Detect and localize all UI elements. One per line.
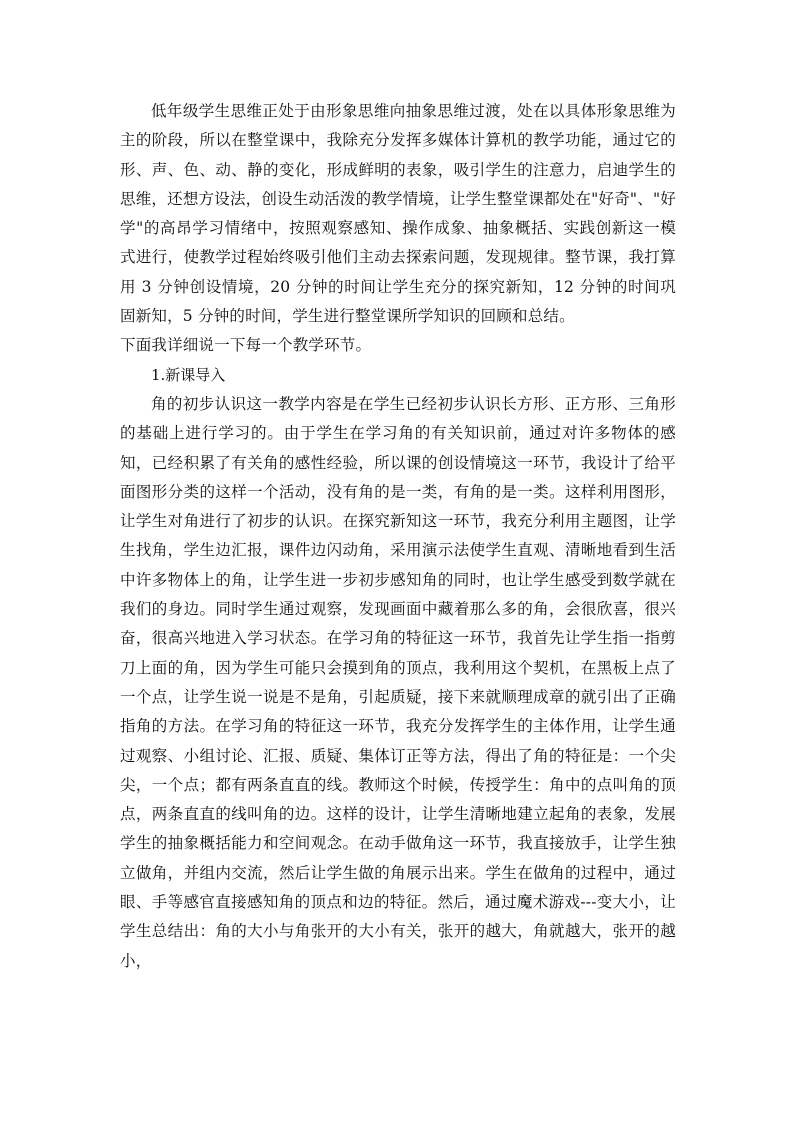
transition-paragraph: 下面我详细说一下每一个教学环节。	[120, 336, 372, 355]
section-body-paragraph: 角的初步认识这一教学内容是在学生已经初步认识长方形、正方形、三角形的基础上进行学习的。由于学生在学习角的有关知识前，通过对许多物体的感知，已经积累了有关角的感性经验，所以课的创设情境这一环节，我设计了给平面图形分类的这样一个活动，没有角的是一类，有角的是一类。这样利用图形，让学生对角进行了初步的认识。在探究新知这一环节，我充分利用主题图，让学生找角，学生边汇报，课件边闪动角，采用演示法使学生直观、清晰地看到生活中许多物体上的角，让学生进一步初步感知角的同时，也让学生感受到数学就在我们的身边。同时学生通过观察，发现画面中藏着那么多的角，会很欣喜，很兴奋，很高兴地进入学习状态。在学习角的特征这一环节，我首先让学生指一指剪刀上面的角，因为学生可能只会摸到角的顶点，我利用这个契机，在黑板上点了一个点，让学生说一说是不是角，引起质疑，接下来就顺理成章的就引出了正确指角的方法。在学习角的特征这一环节，我充分发挥学生的主体作用，让学生通过观察、小组讨论、汇报、质疑、集体订正等方法，得出了角的特征是：一个尖尖，一个点；都有两条直直的线。教师这个时候，传授学生：角中的点叫角的顶点，两条直直的线叫角的边。这样的设计，让学生清晰地建立起角的表象，发展学生的抽象概括能力和空间观念。在动手做角这一环节，我直接放手，让学生独立做角，并组内交流，然后让学生做的角展示出来。学生在做角的过程中，通过眼、手等感官直接感知角的顶点和边的特征。然后，通过魔术游戏---变大小，让学生总结出：角的大小与角张开的大小有关，张开的越大，角就越大，张开的越小，	[120, 394, 676, 970]
intro-paragraph: 低年级学生思维正处于由形象思维向抽象思维过渡，处在以具体形象思维为主的阶段，所以在整堂课中，我除充分发挥多媒体计算机的教学功能，通过它的形、声、色、动、静的变化，形成鲜明的表象，吸引学生的注意力，启迪学生的思维，还想方设法，创设生动活泼的教学情境，让学生整堂课都处在"好奇"、"好学"的高昂学习情绪中，按照观察感知、操作成象、抽象概括、实践创新这一模式进行，使教学过程始终吸引他们主动去探索问题，发现规律。整节课，我打算用 3 分钟创设情境，20 分钟的时间让学生充分的探究新知，12 分钟的时间巩固新知，5 分钟的时间，学生进行整堂课所学知识的回顾和总结。	[120, 102, 676, 326]
document-body	[120, 97, 676, 976]
section-heading: 1.新课导入	[151, 365, 226, 384]
